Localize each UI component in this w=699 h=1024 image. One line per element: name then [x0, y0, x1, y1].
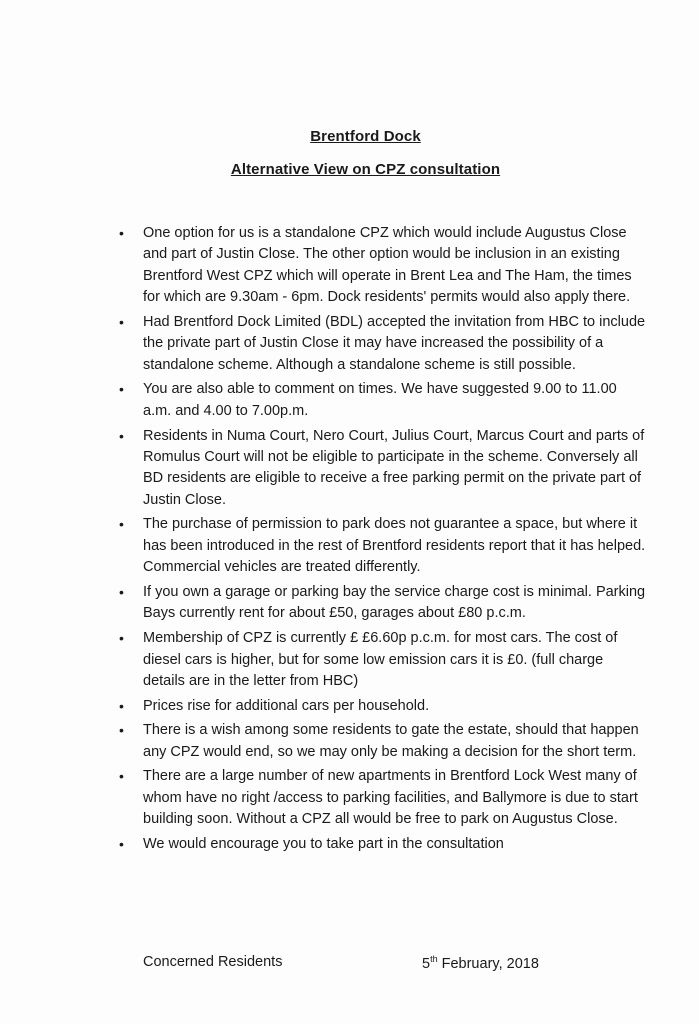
- list-item-text: The purchase of permission to park does not guarantee a space, but where it has been introduced in the rest of Brentford residents report that it has helped. Commercial vehicles are treated differently.: [143, 516, 646, 576]
- bullet-icon: •: [119, 697, 124, 714]
- list-item: [117, 696, 647, 717]
- list-item: [117, 720, 647, 763]
- bullet-icon: •: [119, 313, 124, 330]
- list-item: [117, 312, 647, 376]
- list-item-text: If you own a garage or parking bay the service charge cost is minimal. Parking Bays currently rent for about £50, garages about £80 p.c.m.: [143, 583, 646, 622]
- bullet-list: [117, 223, 647, 859]
- list-item: [117, 514, 647, 578]
- list-item-text: Residents in Numa Court, Nero Court, Julius Court, Marcus Court and parts of Romulus Court will not be eligible to participate in the scheme. Conversely all BD residents are eligible to receive a free parking permit on the private part of Justin Close.: [143, 427, 645, 508]
- bullet-icon: •: [119, 583, 124, 600]
- letter-date: [422, 954, 539, 972]
- list-item-text: There is a wish among some residents to gate the estate, should that happen any CPZ would end, so we may only be making a decision for the short term.: [143, 722, 639, 760]
- bullet-icon: •: [119, 427, 124, 444]
- bullet-icon: •: [119, 225, 124, 241]
- date-rest: February, 2018: [437, 956, 539, 972]
- date-suffix: th: [430, 954, 438, 964]
- list-item: [117, 379, 647, 422]
- date-day: 5: [422, 956, 431, 972]
- list-item: [117, 628, 647, 692]
- list-item-text: There are a large number of new apartments in Brentford Lock West many of whom have no right /access to parking facilities, and Ballymore is due to start building soon. Without a CPZ all would be free to park on Augustus Close.: [143, 768, 638, 828]
- list-item-text: Prices rise for additional cars per household.: [143, 697, 430, 714]
- bullet-icon: •: [119, 630, 124, 647]
- list-item-text: We would encourage you to take part in the consultation: [143, 835, 504, 852]
- signature: Concerned Residents: [143, 954, 283, 970]
- bullet-icon: •: [119, 381, 124, 398]
- list-item: [117, 834, 647, 855]
- list-item-text: One option for us is a standalone CPZ which would include Augustus Close and part of Justin Close. The other option would be inclusion in an existing Brentford West CPZ which will operate in Brent Lea and The Ham, the times for which are 9.30am - 6pm. Dock residents' permits would also apply there.: [143, 225, 632, 306]
- list-item: [117, 582, 647, 625]
- bullet-icon: •: [119, 722, 124, 739]
- document-subtitle: Alternative View on CPZ consultation: [230, 161, 501, 178]
- bullet-icon: •: [119, 516, 124, 533]
- list-item: [117, 766, 647, 830]
- bullet-icon: •: [119, 835, 124, 852]
- list-item: [117, 223, 647, 309]
- list-item-text: Had Brentford Dock Limited (BDL) accepted the invitation from HBC to include the private part of Justin Close it may have increased the possibility of a standalone scheme. Although a standalone scheme is still possible.: [143, 313, 646, 373]
- bullet-icon: •: [119, 768, 124, 785]
- list-item-text: Membership of CPZ is currently £ £6.60p p.c.m. for most cars. The cost of diesel cars is higher, but for some low emission cars it is £0. (full charge details are in the letter from HBC): [143, 630, 618, 689]
- list-item: [117, 426, 647, 512]
- document-title: Brentford Dock: [310, 128, 421, 145]
- list-item-text: You are also able to comment on times. We have suggested 9.00 to 11.00 a.m. and 4.00 to 7.00p.m.: [143, 381, 617, 419]
